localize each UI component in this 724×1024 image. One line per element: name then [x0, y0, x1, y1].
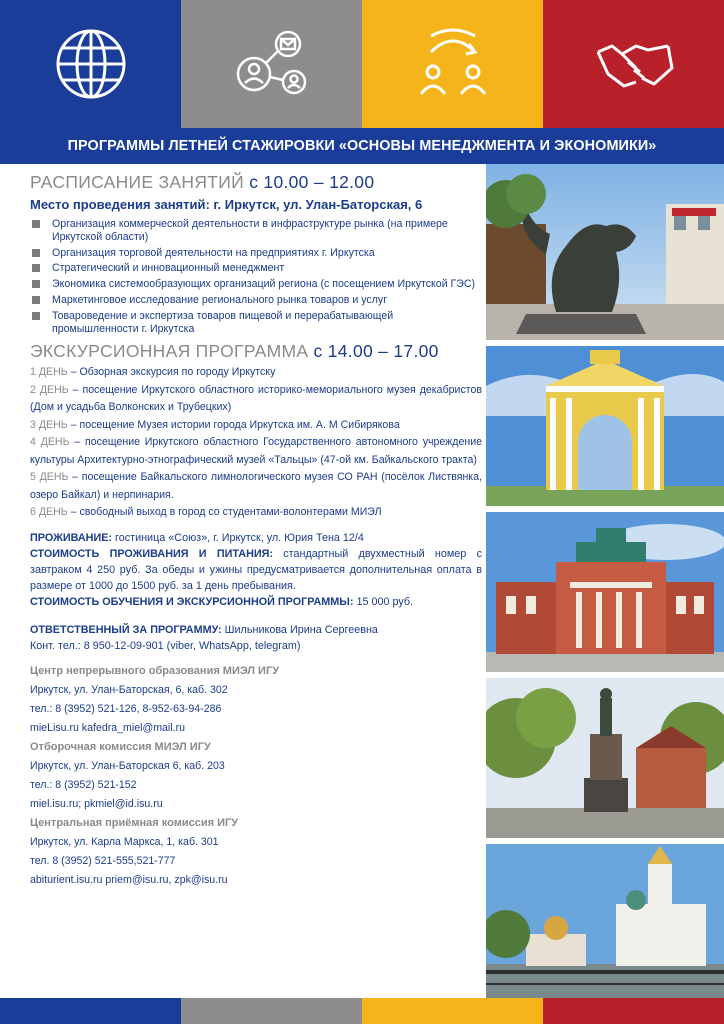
bullet-square — [32, 296, 40, 304]
responsible-phone: Конт. тел.: 8 950-12-09-901 (viber, WhatsApp, telegram) — [30, 639, 301, 652]
drama-theatre-photo — [486, 512, 724, 672]
excursion-heading-text: ЭКСКУРСИОННАЯ ПРОГРАММА — [30, 341, 309, 362]
title-bar — [0, 128, 724, 164]
day-item — [30, 434, 482, 469]
tile-yellow — [362, 0, 543, 128]
contact-title: Центр непрерывного образования МИЭЛ ИГУ — [30, 664, 280, 677]
topic-text: Организация торговой деятельности на предприятиях г. Иркутска — [52, 246, 375, 259]
church-embankment-photo — [486, 844, 724, 998]
tile-gray — [181, 0, 362, 128]
band-red — [543, 998, 724, 1024]
contact-block — [30, 662, 482, 738]
day-item — [30, 382, 482, 417]
topic-text: Стратегический и инновационный менеджмент — [52, 262, 285, 275]
day-text: – посещение Музея истории города Иркутска им. А. М Сибирякова — [67, 418, 400, 431]
day-item — [30, 469, 482, 504]
accommodation-label: ПРОЖИВАНИЕ: — [30, 531, 113, 544]
topic-text: Маркетинговое исследование регионального рынка товаров и услуг — [52, 293, 388, 306]
bullet-square — [32, 249, 40, 257]
list-item — [30, 218, 482, 244]
excursion-heading — [30, 341, 482, 362]
contact-block — [30, 814, 482, 890]
contact-phone: тел.: 8 (3952) 521-152 — [30, 778, 137, 791]
bullet-square — [32, 312, 40, 320]
contact-block — [30, 738, 482, 814]
contact-web-email: miel.isu.ru; pkmiel@id.isu.ru — [30, 797, 163, 810]
cost-label: СТОИМОСТЬ ПРОЖИВАНИЯ И ПИТАНИЯ: — [30, 547, 273, 560]
topic-text: Экономика системообразующих организаций региона (с посещением Иркутской ГЭС) — [52, 278, 476, 291]
contact-address: Иркутск, ул. Улан-Баторская, 6, каб. 302 — [30, 683, 228, 696]
contact-title: Отборочная комиссия МИЭЛ ИГУ — [30, 740, 211, 753]
day-item — [30, 504, 482, 522]
day-number: 6 ДЕНЬ — [30, 506, 68, 519]
venue: Место проведения занятий: г. Иркутск, ул. Улан-Баторская, 6 — [30, 197, 423, 212]
day-text: – Обзорная экскурсия по городу Иркутску — [67, 366, 276, 379]
band-blue — [0, 998, 181, 1024]
tuition-value: 15 000 руб. — [353, 595, 414, 608]
bottom-color-band — [0, 998, 724, 1024]
top-icon-band — [0, 0, 724, 128]
schedule-heading-text: РАСПИСАНИЕ ЗАНЯТИЙ — [30, 172, 245, 192]
contact-address: Иркутск, ул. Улан-Баторская 6, каб. 203 — [30, 759, 225, 772]
contact-title: Центральная приёмная комиссия ИГУ — [30, 816, 239, 829]
bullet-square — [32, 220, 40, 228]
alexander-iii-monument-photo — [486, 678, 724, 838]
exchange-people-icon — [411, 22, 495, 106]
day-text: – посещение Иркутского областного Государственного автономного учреждение культуры Архитектурно-этнографический музей «Тальцы» (47-ой км. Байкальского тракта) — [30, 436, 482, 466]
list-item — [30, 310, 482, 336]
day-text: – посещение Иркутского областного историко-мемориального музея декабристов (Дом и усадьба Волконских и Трубецких) — [30, 383, 482, 414]
day-number: 1 ДЕНЬ — [30, 366, 68, 379]
page-title: ПРОГРАММЫ ЛЕТНЕЙ СТАЖИРОВКИ «ОСНОВЫ МЕНЕДЖМЕНТА И ЭКОНОМИКИ» — [67, 138, 657, 154]
band-gray — [181, 998, 362, 1024]
list-item — [30, 278, 482, 291]
accommodation-block — [30, 530, 482, 610]
schedule-time: с 10.00 – 12.00 — [249, 172, 375, 192]
day-number: 2 ДЕНЬ — [30, 383, 69, 396]
responsible-name: Шильникова Ирина Сергеевна — [221, 623, 378, 636]
responsible-block — [30, 622, 482, 654]
day-item — [30, 364, 482, 382]
list-item — [30, 262, 482, 275]
list-item — [30, 247, 482, 260]
contact-address: Иркутск, ул. Карла Маркса, 1, каб. 301 — [30, 835, 219, 848]
day-number: 5 ДЕНЬ — [30, 471, 69, 484]
excursion-days — [30, 364, 482, 522]
contact-web-email: abiturient.isu.ru priem@isu.ru, zpk@isu.ru — [30, 873, 228, 886]
globe-icon — [49, 22, 133, 106]
handshake-icon — [592, 22, 676, 106]
network-people-icon — [230, 22, 314, 106]
schedule-heading — [30, 172, 482, 193]
contacts — [30, 662, 482, 890]
bullet-square — [32, 280, 40, 288]
contact-web-email: mieLisu.ru kafedra_miel@mail.ru — [30, 721, 186, 734]
contact-phone: тел. 8 (3952) 521-555,521-777 — [30, 854, 176, 867]
tile-blue — [0, 0, 181, 128]
accommodation-value: гостиница «Союз», г. Иркутск, ул. Юрия Тена 12/4 — [112, 531, 364, 544]
topic-text: Товароведение и экспертиза товаров пищевой и перерабатывающей промышленности г. Иркутска — [52, 309, 394, 335]
tile-red — [543, 0, 724, 128]
day-item — [30, 417, 482, 435]
band-yellow — [362, 998, 543, 1024]
content-column — [30, 172, 482, 890]
list-item — [30, 294, 482, 307]
cost-value: стандартный двухместный номер с завтраком 4 250 руб. За обеды и ужины предусматривается дополнительная оплата в размере от 1000 до 1500 руб. за 1 день пребывания. — [30, 547, 482, 592]
tuition-label: СТОИМОСТЬ ОБУЧЕНИЯ И ЭКСКУРСИОННОЙ ПРОГРАММЫ: — [30, 595, 354, 608]
day-number: 3 ДЕНЬ — [30, 418, 68, 431]
photo-column — [486, 164, 724, 998]
contact-phone: тел.: 8 (3952) 521-126, 8-952-63-94-286 — [30, 702, 222, 715]
day-number: 4 ДЕНЬ — [30, 436, 70, 449]
topic-text: Организация коммерческой деятельности в инфраструктуре рынка (на примере Иркутской области) — [52, 218, 448, 243]
responsible-label: ОТВЕТСТВЕННЫЙ ЗА ПРОГРАММУ: — [30, 623, 222, 636]
moscow-gate-photo — [486, 346, 724, 506]
excursion-time: с 14.00 – 17.00 — [313, 341, 439, 362]
topics-list — [30, 218, 482, 335]
day-text: – свободный выход в город со студентами-волонтерами МИЭЛ — [67, 506, 382, 519]
bullet-square — [32, 264, 40, 272]
day-text: – посещение Байкальского лимнологического музея СО РАН (посёлок Листвянка, озеро Байкал) и нерпинария. — [30, 471, 483, 501]
babr-monument-photo — [486, 164, 724, 340]
